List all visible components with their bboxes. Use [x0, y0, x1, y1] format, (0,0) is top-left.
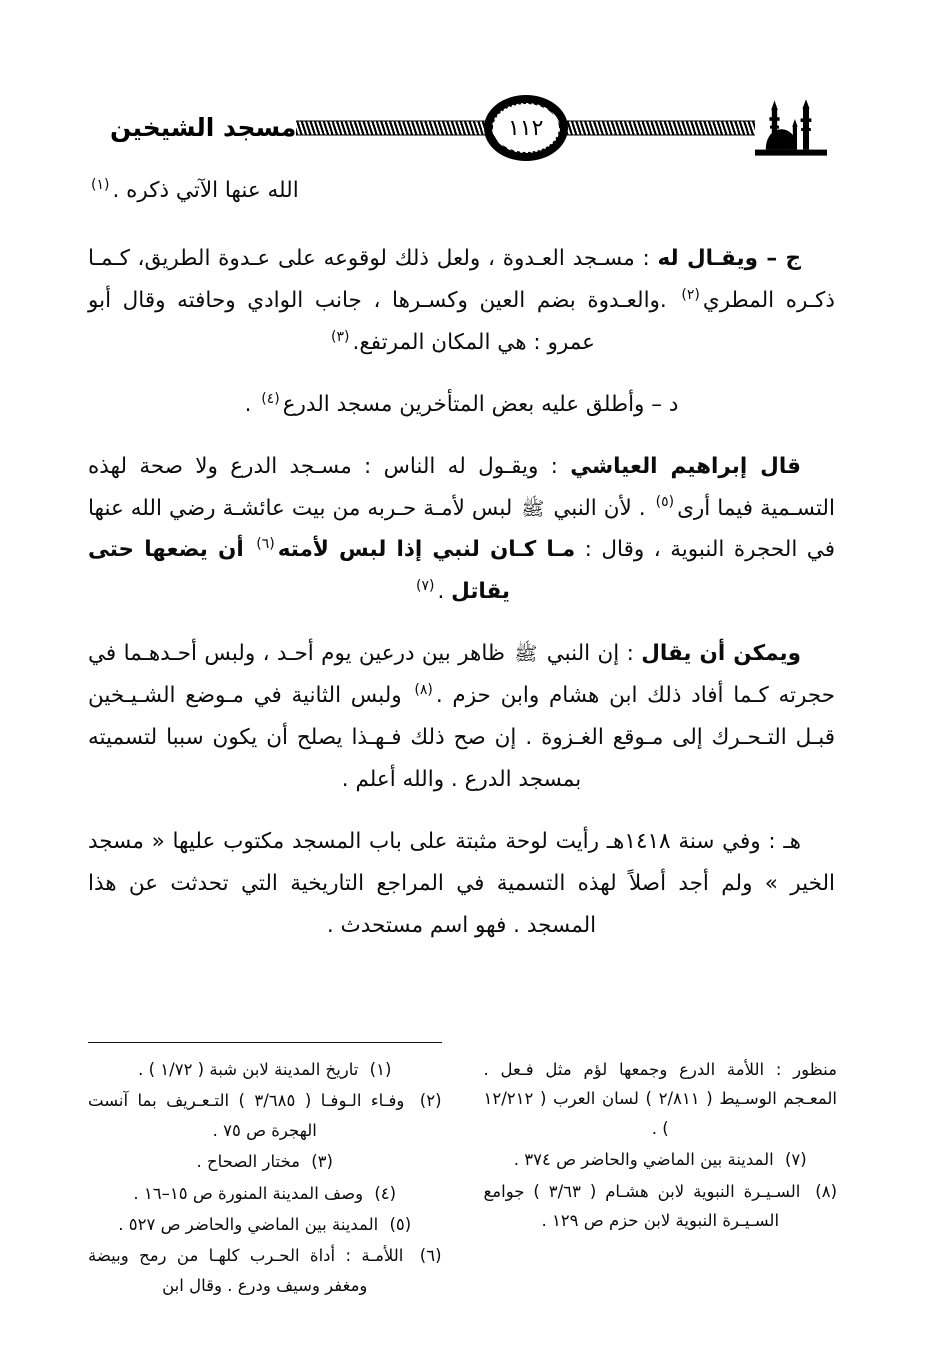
footnote-text: المدينة بين الماضي والحاضر ص ٥٢٧ . [118, 1214, 379, 1234]
footnote-item [484, 1177, 838, 1236]
footnote-text: وصف المدينة المنورة ص ١٥–١٦ . [133, 1183, 364, 1203]
footnote-column-left-spacer [484, 1042, 838, 1043]
p3-text2: . [244, 391, 252, 417]
p2-footnote-ref2: (٣) [331, 328, 350, 345]
footnote-item [88, 1241, 442, 1300]
p2-lead: ج – ويقـال له [657, 245, 801, 271]
footnote-item [88, 1210, 442, 1239]
footnote-marker: (٧) [784, 1150, 807, 1170]
paragraph-3 [88, 384, 835, 426]
footnote-text: وفـاء الـوفـا ( ٣/٦٨٥ ) التـعـريف بما آنست الهجرة ص ٧٥ . [88, 1091, 405, 1140]
rope-divider-right [553, 121, 755, 136]
sallallahu-alayhi-wasallam-icon-2: ﷺ [514, 643, 538, 666]
p2-text2: .والعـدوة بضم العين وكسـرها ، جانب الوادي وحافته وقال أبو عمرو : هي المكان المرتفع. [88, 287, 667, 355]
p5-text: : إن النبي [546, 641, 634, 667]
paragraph-6 [88, 821, 835, 947]
paragraph-4 [88, 446, 835, 614]
p5-text3: ولبس الثانية في مـوضع الشـيـخين قبـل التـحـرك إلى مـوقع الغـزوة . إن صح ذلك فـهـذا يصلح أن يكون سببا لتسميته بمسجد الدرع . والله أعلم . [88, 683, 835, 793]
p1-footnote-ref: (١) [91, 176, 110, 193]
footnote-column-left [484, 1042, 838, 1237]
footnote-item [484, 1145, 838, 1174]
p4-text: : ويقـول له الناس : مسـجد الدرع ولا صحة لهذه التسـمية فيما أرى [88, 453, 835, 521]
footnote-text: السـيـرة النبوية لابن هشـام ( ٣/٦٣ ) جوامع السـيـرة النبوية لابن حزم ص ١٢٩ . [483, 1181, 801, 1230]
footnote-text: مختار الصحاح . [196, 1152, 300, 1172]
p5-footnote-ref: (٨) [414, 682, 433, 699]
p4-text4: . [437, 579, 445, 605]
footnote-text: تاريخ المدينة لابن شبة ( ١/٧٢ ) . [138, 1060, 359, 1080]
p2-footnote-ref: (٢) [681, 286, 700, 303]
p2-text: : مسـجد العـدوة ، ولعل ذلك لوقوعه على عـدوة الطريق، كـمـا ذكـره المطري [88, 245, 835, 313]
running-header [96, 92, 837, 164]
footnote-marker: (٤) [374, 1183, 397, 1203]
footnote-marker: (٥) [389, 1214, 412, 1234]
footnote-item [88, 1055, 442, 1084]
p4-footnote-ref3: (٦) [256, 536, 275, 553]
medallion-inner [493, 104, 559, 152]
sallallahu-alayhi-wasallam-icon: ﷺ [521, 497, 545, 520]
footnote-marker: (١) [369, 1060, 392, 1080]
chapter-title: مسجد الشيخين [110, 112, 297, 142]
footnote-column-right [88, 1042, 442, 1302]
p4-footnote-ref: (٥) [655, 494, 675, 511]
footnote-separator-rule [88, 1042, 442, 1043]
footnote-text: المدينة بين الماضي والحاضر ص ٣٧٤ . [513, 1150, 774, 1170]
footnote-item [88, 1086, 442, 1145]
p4-text3: لبس لأمـة حـربه من بيت عائشـة رضي الله عنها في الحجرة النبوية ، وقال : [88, 495, 836, 563]
p5-text2: ظاهر بين درعين يوم أحـد ، ولبس أحـدهـما في حجرته كـما أفاد ذلك ابن هشام وابن حزم . [88, 641, 835, 709]
page-number-medallion [484, 95, 568, 161]
footnote-text: منظور : اللأمة الدرع وجمعها لؤم مثل فـعل . المعـجم الوسـيط ( ٢/٨١١ ) لسان العرب ( ١٢/٢١٢ ) . [483, 1060, 838, 1138]
p4-lead: قال إبراهيم العياشي [570, 453, 801, 479]
paragraph-1 [88, 170, 835, 212]
paragraph-2 [88, 238, 835, 364]
rope-divider-left [296, 121, 498, 136]
header-ornament [296, 92, 755, 164]
p6-text: هـ : وفي سنة ١٤١٨هـ رأيت لوحة مثبتة على باب المسجد مكتوب عليها « مسجد الخير » ولم أجد أصلاً لهذه التسمية في المراجع التاريخية التي تحدثت عن هذا المسجد . فهو اسم مستحدث . [88, 828, 835, 938]
footnote-text: اللأمـة : أداة الحـرب كلهـا من رمح وبيضة ومغفر وسيف ودرع . وقال ابن [88, 1246, 404, 1295]
p5-lead: ويمكن أن يقال [641, 641, 801, 667]
footnote-marker: (٢) [419, 1091, 442, 1111]
p3-text: د – وأطلق عليه بعض المتأخرين مسجد الدرع [282, 391, 679, 417]
footnote-marker: (٦) [419, 1246, 442, 1266]
p3-footnote-ref: (٤) [261, 390, 280, 407]
paragraph-5 [88, 633, 835, 801]
p4-footnote-ref4: (٧) [415, 578, 435, 595]
footnote-item [88, 1147, 442, 1176]
footnotes-section [88, 1042, 837, 1302]
p1-text: الله عنها الآتي ذكره . [112, 178, 299, 203]
footnote-marker: (٨) [815, 1181, 837, 1201]
p4-bold-quote2: أن يضعها حتى يقاتل [88, 537, 511, 605]
p4-bold-quote: مـا كـان لنبي إذا لبس لأمته [277, 537, 576, 563]
mosque-silhouette-icon [755, 99, 827, 157]
footnote-marker: (٣) [311, 1152, 333, 1172]
body-text [88, 170, 835, 967]
footnote-item [88, 1179, 442, 1208]
p4-text2: . لأن النبي [553, 495, 646, 521]
page-number: ١١٢ [507, 115, 544, 141]
footnote-continuation [484, 1055, 838, 1143]
